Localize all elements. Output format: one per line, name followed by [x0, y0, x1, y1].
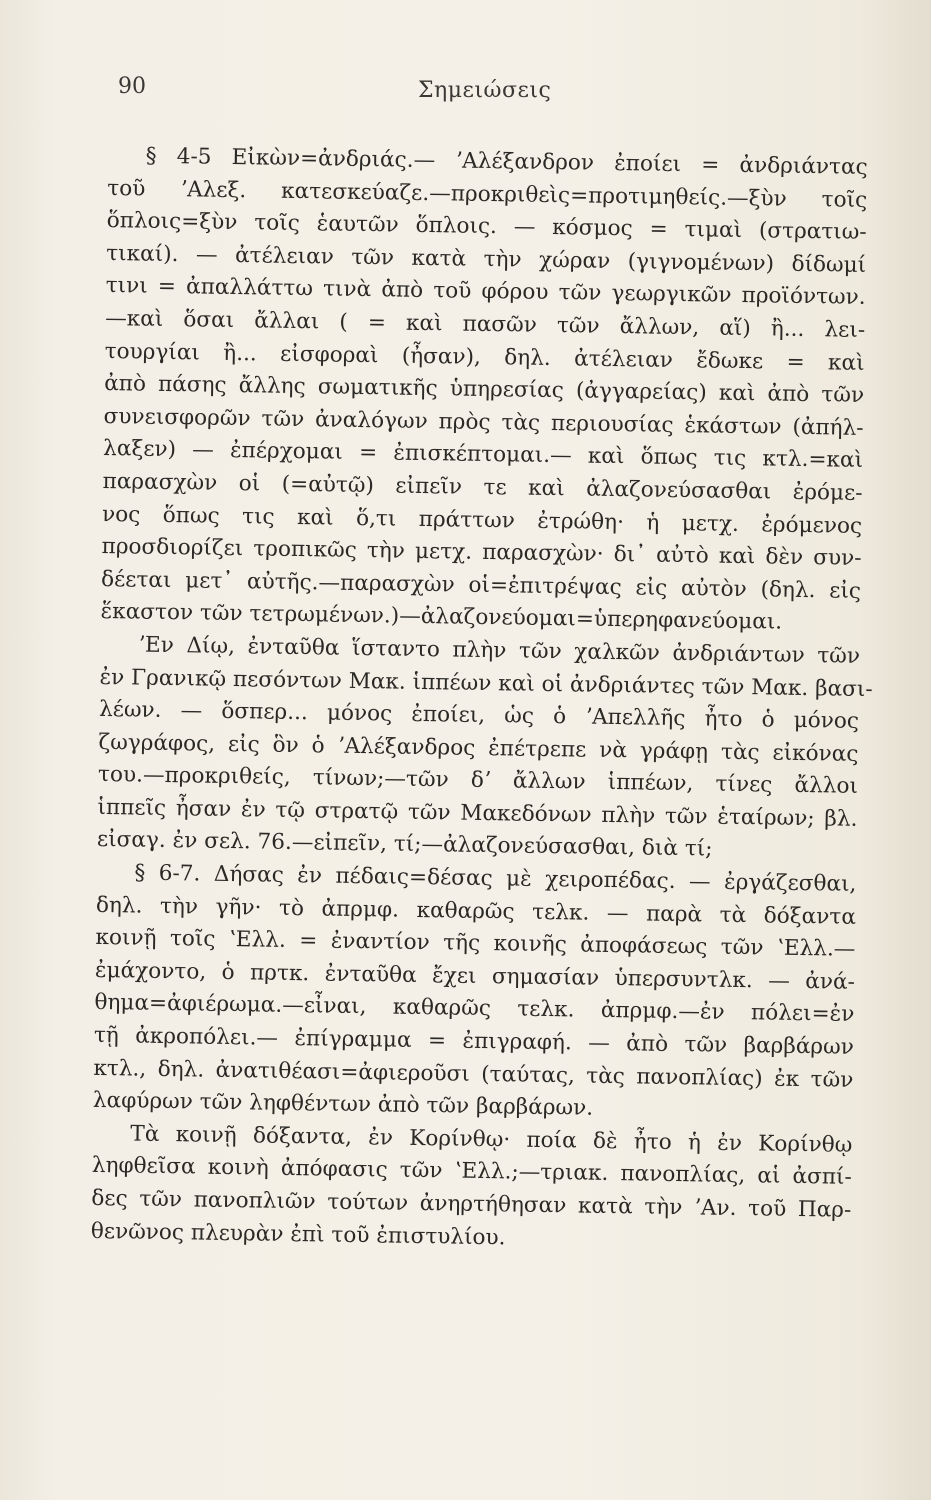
- notes-body: [90, 140, 873, 1260]
- text-line: τουργίαι ἢ... εἰσφοραὶ (ἦσαν), δηλ. ἀτέλειαν ἔδωκε = καὶ: [104, 338, 865, 376]
- text-line: —καὶ ὅσαι ἄλλαι ( = καὶ πασῶν τῶν ἄλλων, αἵ) ἢ... λει-: [105, 305, 866, 343]
- text-line: ἐν Γρανικῷ πεσόντων Μακ. ἱππέων καὶ οἱ ἀνδριάντες τῶν Μακ. βασι-: [99, 664, 873, 702]
- text-line: ζωγράφος, εἰς ὃν ὁ ʼΑλέξανδρος ἐπέτρεπε νὰ γράφῃ τὰς εἰκόνας: [98, 729, 859, 767]
- text-line: ὅπλοις=ξὺν τοῖς ἑαυτῶν ὅπλοις. — κόσμος = τιμαὶ (στρατιω-: [106, 208, 867, 246]
- text-line: παρασχὼν οἱ (=αὐτῷ) εἰπεῖν τε καὶ ἀλαζονεύσασθαι ἐρόμε-: [102, 468, 863, 506]
- text-line: ληφθεῖσα κοινὴ ἀπόφασις τῶν ʽΕλλ.;—τριακ. πανοπλίας, αἱ ἀσπί-: [91, 1153, 852, 1191]
- text-line: τικαί). — ἀτέλειαν τῶν κατὰ τὴν χώραν (γιγνομένων) δίδωμί: [106, 240, 867, 278]
- text-line: ἐμάχοντο, ὁ πρτκ. ἐνταῦθα ἔχει σημασίαν ὑπερσυντλκ. — ἀνά-: [94, 957, 856, 995]
- text-line: τινι = ἀπαλλάττω τινὰ ἀπὸ τοῦ φόρου τῶν γεωργικῶν προϊόντων.: [105, 273, 866, 311]
- text-line: εἰσαγ. ἐν σελ. 76.—εἰπεῖν, τί;—ἀλαζονεύσασθαι, διὰ τί;: [96, 827, 713, 863]
- text-line: κτλ., δηλ. ἀνατιθέασι=ἀφιεροῦσι (ταύτας, τὰς πανοπλίας) ἐκ τῶν: [93, 1055, 854, 1093]
- text-line: λαξεν) — ἐπέρχομαι = ἐπισκέπτομαι.— καὶ ὅπως τις κτλ.=καὶ: [102, 436, 864, 474]
- text-line: τῇ ἀκροπόλει.— ἐπίγραμμα = ἐπιγραφή. — ἀπὸ τῶν βαρβάρων: [93, 1022, 855, 1060]
- text-line: συνεισφορῶν τῶν ἀναλόγων πρὸς τὰς περιουσίας ἑκάστων (ἀπήλ-: [103, 403, 864, 441]
- text-line: θημα=ἀφιέρωμα.—εἶναι, καθαρῶς τελκ. ἀπρμφ.—ἐν πόλει=ἐν: [94, 990, 855, 1028]
- text-line: θενῶνος πλευρὰν ἐπὶ τοῦ ἐπιστυλίου.: [90, 1218, 506, 1250]
- text-line: ἕκαστον τῶν τετρωμένων.)—ἀλαζονεύομαι=ὑπερηφανεύομαι.: [100, 599, 783, 635]
- text-line: λέων. — ὅσπερ... μόνος ἐποίει, ὡς ὁ ʼΑπελλῆς ἦτο ὁ μόνος: [98, 697, 860, 734]
- page-header: [118, 74, 818, 110]
- text-line: Τὰ κοινῇ δόξαντα, ἐν Κορίνθῳ· ποία δὲ ἦτο ἡ ἐν Κορίνθῳ: [130, 1121, 853, 1158]
- text-line: δες τῶν πανοπλιῶν τούτων ἀνηρτήθησαν κατὰ τὴν ʼΑν. τοῦ Παρ-: [91, 1185, 852, 1223]
- text-line: ἱππεῖς ἦσαν ἐν τῷ στρατῷ τῶν Μακεδόνων πλὴν τῶν ἑταίρων; βλ.: [97, 794, 858, 832]
- text-line: δηλ. τὴν γῆν· τὸ ἀπρμφ. καθαρῶς τελκ. — παρὰ τὰ δόξαντα: [95, 892, 857, 930]
- text-line: τοῦ ʼΑλεξ. κατεσκεύαζε.—προκριθεὶς=προτιμηθείς.—ξὺν τοῖς: [107, 175, 868, 213]
- text-line: ʼΕν Δίῳ, ἐνταῦθα ἵσταντο πλὴν τῶν χαλκῶν ἀνδριάντων τῶν: [137, 632, 861, 669]
- text-line: λαφύρων τῶν ληφθέντων ἀπὸ τῶν βαρβάρων.: [92, 1088, 594, 1121]
- text-line: κοινῇ τοῖς ʽΕλλ. = ἐναντίον τῆς κοινῆς ἀποφάσεως τῶν ʽΕλλ.—: [95, 925, 856, 963]
- running-title: Σημειώσεις: [418, 78, 552, 103]
- text-line: νος ὅπως τις καὶ ὅ,τι πράττων ἐτρώθη· ἡ μετχ. ἐρόμενος: [101, 501, 863, 539]
- text-line: δέεται μετ᾽ αὐτῆς.—παρασχὼν οἱ=ἐπιτρέψας εἰς αὐτὸν (δηλ. εἰς: [100, 566, 862, 604]
- text-line: προσδιορίζει τροπικῶς τὴν μετχ. παρασχὼν· δι᾽ αὐτὸ καὶ δὲν συν-: [101, 534, 862, 572]
- page-number: 90: [118, 74, 146, 99]
- text-line: ἀπὸ πάσης ἄλλης σωματικῆς ὑπηρεσίας (ἀγγαρείας) καὶ ἀπὸ τῶν: [103, 371, 865, 409]
- text-line: § 4-5 Εἰκὼν=ἀνδριάς.— ʼΑλέξανδρον ἐποίει = ἀνδριάντας: [145, 143, 868, 180]
- text-line: § 6-7. Δήσας ἐν πέδαις=δέσας μὲ χειροπέδας. — ἐργάζεσθαι,: [134, 860, 857, 897]
- text-line: του.—προκριθείς, τίνων;—τῶν δʼ ἄλλων ἱππέων, τίνες ἄλλοι: [97, 762, 859, 800]
